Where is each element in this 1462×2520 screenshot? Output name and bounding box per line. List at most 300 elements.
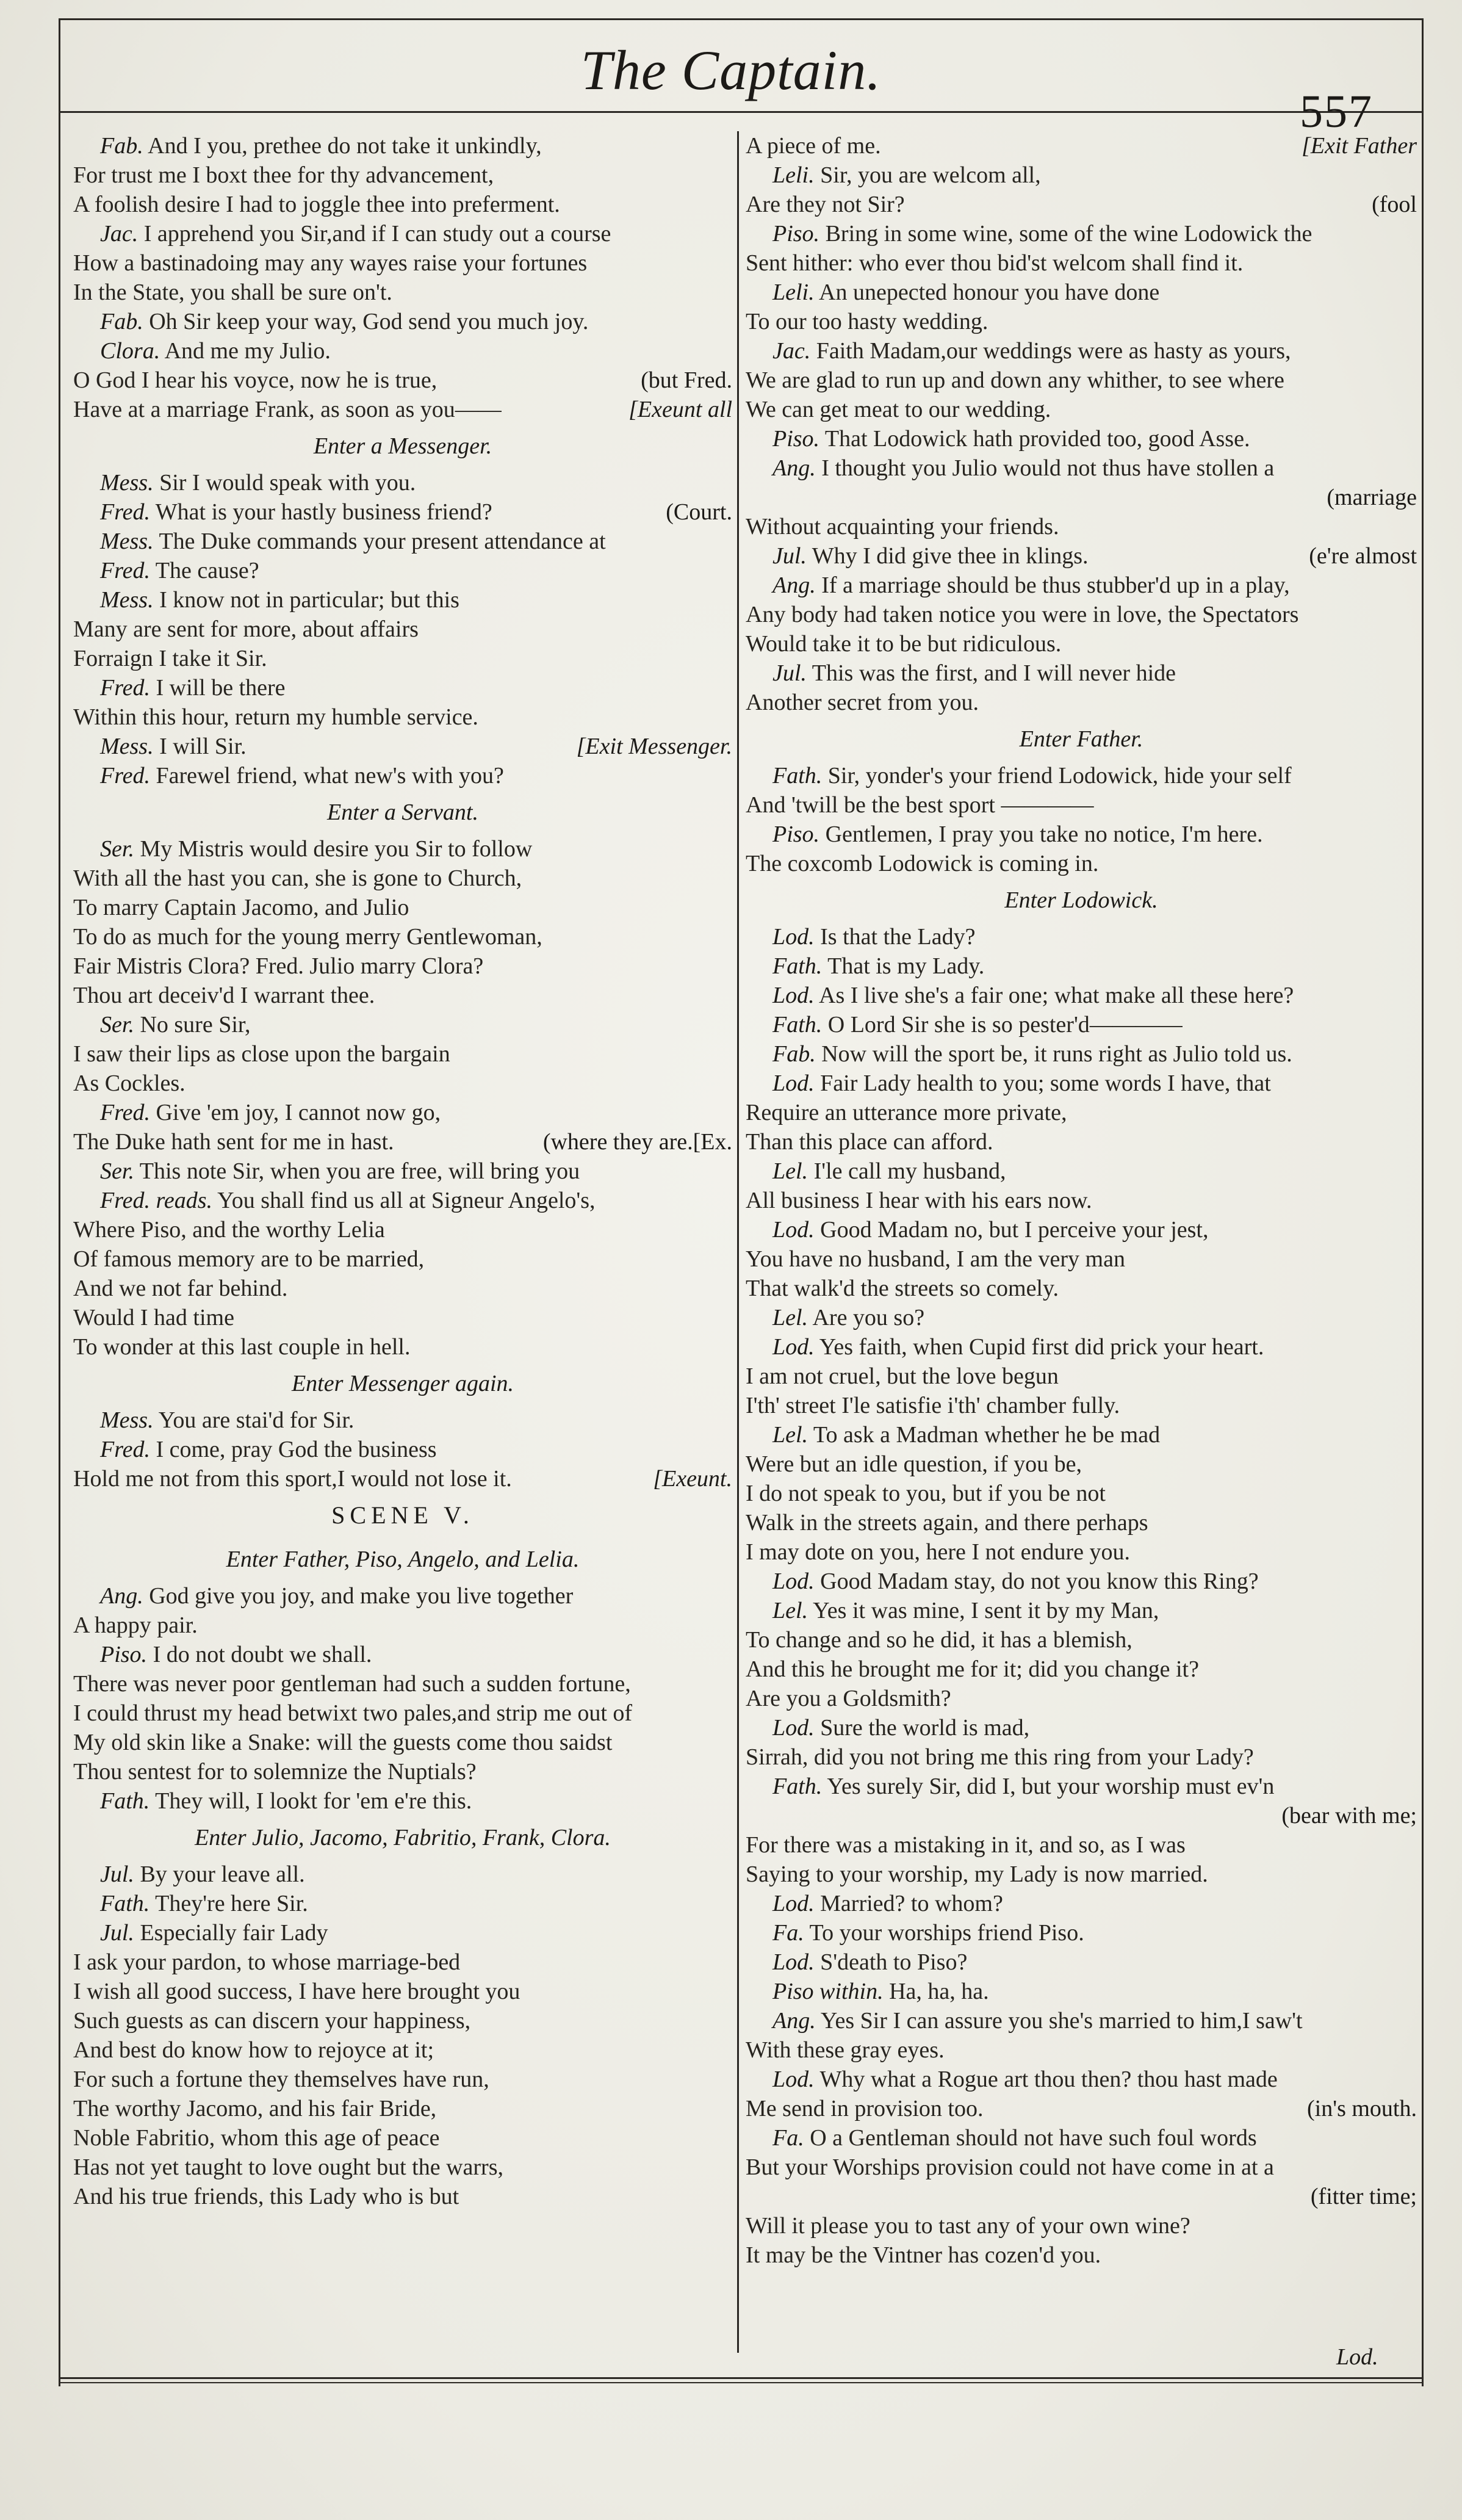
speaker-prefix: Fred. [100, 1437, 150, 1462]
line-text: An unepected honour you have done [819, 280, 1160, 305]
verse-line [746, 1127, 1417, 1157]
line-text: By your leave all. [140, 1861, 305, 1887]
line-text: That walk'd the streets so comely. [746, 1276, 1059, 1301]
verse-line [772, 541, 1417, 571]
verse-line [746, 131, 1417, 161]
line-text: You shall find us all at Signeur Angelo's, [217, 1188, 596, 1213]
verse-line [772, 1977, 1417, 2006]
line-text: Sent hither: who ever thou bid'st welcom shall find it. [746, 250, 1244, 276]
verse-line [746, 2211, 1417, 2240]
line-text: I do not doubt we shall. [153, 1642, 372, 1667]
line-text: To do as much for the young merry Gentlewoman, [73, 924, 542, 950]
speaker-prefix: Lod. [772, 1070, 815, 1096]
verse-line [772, 981, 1417, 1010]
speaker-prefix: Fa. [772, 2125, 804, 2151]
line-text: To change and so he did, it has a blemish, [746, 1627, 1133, 1653]
line-text: Would take it to be but ridiculous. [746, 631, 1062, 657]
verse-line [746, 1625, 1417, 1655]
speaker-prefix: Fab. [772, 1041, 816, 1067]
scene-heading: SCENE V. [331, 1501, 474, 1529]
verse-line [746, 2182, 1417, 2211]
verse-line [772, 2065, 1417, 2094]
turnover-fragment: (but Fred. [641, 367, 732, 393]
line-text: You have no husband, I am the very man [746, 1246, 1125, 1272]
verse-line [73, 1977, 732, 2006]
speaker-prefix: Fred. [100, 558, 150, 583]
verse-line [746, 629, 1417, 659]
verse-line [772, 761, 1417, 790]
line-text: And best do know how to rejoyce at it; [73, 2037, 434, 2063]
speaker-prefix: Jul. [100, 1861, 134, 1887]
speaker-prefix: Fa. [772, 1920, 804, 1946]
verse-line [772, 424, 1417, 453]
line-text: Within this hour, return my humble service. [73, 704, 478, 730]
verse-line [73, 1215, 732, 1244]
speaker-prefix: Piso within. [772, 1979, 884, 2004]
line-text: Would I had time [73, 1305, 234, 1330]
line-text: What is your hastly business friend? [155, 499, 492, 525]
verse-line [73, 2123, 732, 2153]
line-text: Of famous memory are to be married, [73, 1246, 425, 1272]
verse-line [73, 366, 732, 395]
line-text: Fair Mistris Clora? Fred. Julio marry Clora? [73, 953, 484, 979]
verse-line [746, 2240, 1417, 2270]
stage-direction: Enter Lodowick. [1004, 887, 1158, 913]
speaker-prefix: Fath. [772, 1774, 823, 1799]
speaker-prefix: Fred. [100, 499, 150, 525]
verse-line [772, 659, 1417, 688]
speaker-prefix: Lel. [772, 1158, 808, 1184]
verse-line [73, 2182, 732, 2211]
line-text: Saying to your worship, my Lady is now married. [746, 1861, 1208, 1887]
verse-line [73, 981, 732, 1010]
page-number: 557 [1300, 86, 1373, 137]
line-text: Yes Sir I can assure you she's married to him,I saw't [820, 2008, 1303, 2034]
verse-line [100, 556, 732, 585]
verse-line [73, 395, 732, 424]
verse-line [772, 219, 1417, 248]
verse-line [73, 190, 732, 219]
verse-line [772, 161, 1417, 190]
line-text: This note Sir, when you are free, will bring you [139, 1158, 580, 1184]
verse-line [73, 922, 732, 951]
verse-line [100, 1581, 732, 1611]
line-text: For such a fortune they themselves have run, [73, 2067, 489, 2092]
speaker-prefix: Leli. [772, 280, 815, 305]
line-text: O Lord Sir she is so pester'd———— [827, 1012, 1183, 1038]
line-text: Walk in the streets again, and there perhaps [746, 1510, 1148, 1536]
verse-line [73, 2153, 732, 2182]
speaker-prefix: Ang. [772, 572, 816, 598]
line-text: Without acquainting your friends. [746, 514, 1059, 540]
line-text: I'th' street I'le satisfie i'th' chamber fully. [746, 1393, 1120, 1418]
verse-line [100, 585, 732, 615]
exit-direction: [Exit Messenger. [576, 734, 732, 759]
verse-line [73, 1127, 732, 1157]
verse-line [100, 1918, 732, 1948]
line-text: Good Madam no, but I perceive your jest, [820, 1217, 1209, 1243]
verse-line [746, 688, 1417, 717]
verse-line [746, 1801, 1417, 1830]
verse-line [772, 1596, 1417, 1625]
turnover-fragment: (fitter time; [1310, 2184, 1417, 2209]
speaker-prefix: Fath. [772, 953, 823, 979]
line-text: Now will the sport be, it runs right as Julio told us. [821, 1041, 1292, 1067]
verse-line [746, 190, 1417, 219]
speaker-prefix: Jul. [772, 543, 807, 569]
turnover-fragment: (bear with me; [1281, 1803, 1417, 1829]
line-text: That Lodowick hath provided too, good Asse. [824, 426, 1250, 452]
line-text: I saw their lips as close upon the bargain [73, 1041, 450, 1067]
line-text: Ha, ha, ha. [889, 1979, 989, 2004]
verse-line [746, 790, 1417, 820]
line-text: Sure the world is mad, [820, 1715, 1030, 1741]
speaker-prefix: Jul. [772, 660, 807, 686]
speaker-prefix: Mess. [100, 734, 154, 759]
verse-line [73, 1303, 732, 1332]
line-text: That is my Lady. [827, 953, 985, 979]
line-text: Yes faith, when Cupid first did prick your heart. [819, 1334, 1264, 1360]
line-text: Faith Madam,our weddings were as hasty as yours, [816, 338, 1291, 364]
speaker-prefix: Lel. [772, 1598, 808, 1623]
verse-line [772, 278, 1417, 307]
line-text: And we not far behind. [73, 1276, 288, 1301]
line-text: Such guests as can discern your happiness, [73, 2008, 471, 2034]
verse-line [772, 453, 1417, 483]
speaker-prefix: Ser. [100, 1012, 134, 1038]
verse-line [772, 1069, 1417, 1098]
verse-line [73, 893, 732, 922]
verse-line [73, 1332, 732, 1362]
line-text: If a marriage should be thus stubber'd up in a play, [821, 572, 1290, 598]
line-text: Require an utterance more private, [746, 1100, 1067, 1125]
verse-line [772, 571, 1417, 600]
line-text: The worthy Jacomo, and his fair Bride, [73, 2096, 437, 2121]
line-text: Bring in some wine, some of the wine Lodowick the [825, 221, 1313, 247]
verse-line [746, 1098, 1417, 1127]
verse-line [100, 497, 732, 527]
verse-line [772, 922, 1417, 951]
frame-bottom-rule-inner [59, 2382, 1423, 2383]
line-text: The Duke commands your present attendance at [159, 529, 606, 554]
verse-line [772, 951, 1417, 981]
verse-line [772, 1889, 1417, 1918]
line-text: Sir, you are welcom all, [820, 162, 1041, 188]
speaker-prefix: Clora. [100, 338, 160, 364]
verse-line [746, 395, 1417, 424]
verse-line [772, 1772, 1417, 1801]
turnover-fragment: (marriage [1327, 485, 1417, 510]
verse-line [73, 161, 732, 190]
verse-line [746, 1537, 1417, 1567]
line-text: This was the first, and I will never hide [812, 660, 1176, 686]
line-text: Sir I would speak with you. [159, 470, 416, 496]
line-text: Where Piso, and the worthy Lelia [73, 1217, 385, 1243]
line-text: Why I did give thee in klings. [812, 543, 1089, 569]
line-text: There was never poor gentleman had such a sudden fortune, [73, 1671, 631, 1697]
verse-line [746, 849, 1417, 878]
speaker-prefix: Lel. [772, 1305, 808, 1330]
speaker-prefix: Ang. [772, 2008, 816, 2034]
line-text: Forraign I take it Sir. [73, 646, 267, 671]
column-divider [737, 131, 739, 2353]
verse-line [746, 2153, 1417, 2182]
verse-line [100, 1435, 732, 1464]
verse-line [746, 1244, 1417, 1274]
verse-line [100, 834, 732, 864]
line-text: You are stai'd for Sir. [158, 1407, 355, 1433]
verse-line [100, 1406, 732, 1435]
verse-line [772, 2006, 1417, 2035]
line-text: Fair Lady health to you; some words I have, that [820, 1070, 1271, 1096]
verse-line [772, 1157, 1417, 1186]
verse-line [100, 1157, 732, 1186]
line-text: Will it please you to tast any of your own wine? [746, 2213, 1190, 2239]
line-text: Thou art deceiv'd I warrant thee. [73, 983, 375, 1008]
speaker-prefix: Fred. reads. [100, 1188, 212, 1213]
verse-line [100, 336, 732, 366]
line-text: Yes it was mine, I sent it by my Man, [813, 1598, 1159, 1623]
stage-direction: Enter a Servant. [326, 800, 478, 825]
speaker-prefix: Fath. [772, 763, 823, 789]
verse-line [746, 1655, 1417, 1684]
line-text: I know not in particular; but this [159, 587, 459, 613]
verse-line [73, 702, 732, 732]
verse-line [772, 2123, 1417, 2153]
stage-direction: Enter Messenger again. [291, 1371, 514, 1396]
exit-direction: [Exeunt all [628, 397, 732, 422]
speaker-prefix: Lel. [772, 1422, 808, 1448]
line-text: It may be the Vintner has cozen'd you. [746, 2242, 1101, 2268]
verse-line [100, 1640, 732, 1669]
speaker-prefix: Fab. [100, 133, 143, 159]
turnover-fragment: (fool [1372, 192, 1417, 217]
line-text: I ask your pardon, to whose marriage-bed [73, 1949, 461, 1975]
speaker-prefix: Lod. [772, 983, 815, 1008]
line-text: I thought you Julio would not thus have stollen a [821, 455, 1275, 481]
line-text: In the State, you shall be sure on't. [73, 280, 392, 305]
line-text: All business I hear with his ears now. [746, 1188, 1092, 1213]
verse-line [746, 1860, 1417, 1889]
verse-line [746, 1684, 1417, 1713]
frame-top-rule [59, 18, 1423, 20]
line-text: We can get meat to our wedding. [746, 397, 1051, 422]
stage-direction: Enter a Messenger. [313, 433, 492, 459]
verse-line [746, 600, 1417, 629]
line-text: Hold me not from this sport,I would not lose it. [73, 1466, 512, 1492]
exit-direction: [Exeunt. [653, 1466, 732, 1492]
speaker-prefix: Ang. [100, 1583, 143, 1609]
speaker-prefix: Piso. [772, 426, 820, 452]
speaker-prefix: Lod. [772, 2067, 815, 2092]
speaker-prefix: Fath. [100, 1891, 150, 1916]
right-column [746, 131, 1417, 2270]
speaker-prefix: Ser. [100, 836, 134, 862]
speaker-prefix: Lod. [772, 1569, 815, 1594]
turnover-fragment: (where they are.[Ex. [542, 1129, 732, 1155]
header-rule [59, 111, 1423, 113]
line-text: I could thrust my head betwixt two pales,and strip me out of [73, 1700, 633, 1726]
verse-line [772, 1918, 1417, 1948]
verse-line [73, 1069, 732, 1098]
verse-line [100, 1010, 732, 1039]
line-text: I wish all good success, I have here brought you [73, 1979, 520, 2004]
line-text: And 'twill be the best sport ———— [746, 792, 1094, 818]
verse-line [73, 1757, 732, 1786]
speaker-prefix: Fath. [100, 1788, 150, 1814]
speaker-prefix: Lod. [772, 1217, 815, 1243]
verse-line [746, 366, 1417, 395]
line-text: S'death to Piso? [820, 1949, 968, 1975]
speaker-prefix: Lod. [772, 1334, 815, 1360]
line-text: I do not speak to you, but if you be not [746, 1481, 1106, 1506]
line-text: Married? to whom? [820, 1891, 1003, 1916]
verse-line [772, 1010, 1417, 1039]
line-text: Another secret from you. [746, 690, 979, 715]
turnover-fragment: (Court. [666, 499, 732, 525]
line-text: Noble Fabritio, whom this age of peace [73, 2125, 440, 2151]
verse-line [73, 278, 732, 307]
verse-line [100, 732, 732, 761]
speaker-prefix: Fred. [100, 763, 150, 789]
verse-line [73, 864, 732, 893]
speaker-prefix: Fath. [772, 1012, 823, 1038]
line-text: Farewel friend, what new's with you? [156, 763, 504, 789]
speaker-prefix: Jac. [772, 338, 811, 364]
line-text: And his true friends, this Lady who is but [73, 2184, 459, 2209]
verse-line [772, 336, 1417, 366]
line-text: I may dote on you, here I not endure you. [746, 1539, 1130, 1565]
line-text: Sirrah, did you not bring me this ring from your Lady? [746, 1744, 1254, 1770]
line-text: To ask a Madman whether he be mad [813, 1422, 1161, 1448]
verse-line [772, 1303, 1417, 1332]
line-text: With these gray eyes. [746, 2037, 945, 2063]
line-text: With all the hast you can, she is gone to Church, [73, 865, 522, 891]
verse-line [73, 1611, 732, 1640]
line-text: They're here Sir. [155, 1891, 308, 1916]
verse-line [746, 1186, 1417, 1215]
line-text: And this he brought me for it; did you change it? [746, 1656, 1199, 1682]
verse-line [746, 1450, 1417, 1479]
line-text: To our too hasty wedding. [746, 309, 988, 334]
line-text: Than this place can afford. [746, 1129, 993, 1155]
verse-line [73, 2035, 732, 2065]
verse-line [100, 1098, 732, 1127]
verse-line [746, 512, 1417, 541]
line-text: Are you a Goldsmith? [746, 1686, 951, 1711]
speaker-prefix: Fred. [100, 675, 150, 701]
line-text: The Duke hath sent for me in hast. [73, 1129, 394, 1155]
catchword: Lod. [1336, 2344, 1378, 2370]
verse-line [73, 1699, 732, 1728]
line-text: My Mistris would desire you Sir to follow [140, 836, 533, 862]
verse-line [746, 1362, 1417, 1391]
speaker-prefix: Ser. [100, 1158, 134, 1184]
left-column [73, 131, 732, 2211]
line-text: O a Gentleman should not have such foul words [810, 2125, 1257, 2151]
line-text: O God I hear his voyce, now he is true, [73, 367, 438, 393]
line-text: For trust me I boxt thee for thy advancement, [73, 162, 494, 188]
verse-line [772, 1039, 1417, 1069]
verse-line [772, 1420, 1417, 1450]
line-text: God give you joy, and make you live together [149, 1583, 574, 1609]
speaker-prefix: Jul. [100, 1920, 134, 1946]
line-text: I apprehend you Sir,and if I can study out a course [143, 221, 611, 247]
verse-line [746, 1274, 1417, 1303]
line-text: Why what a Rogue art thou then? thou hast made [819, 2067, 1278, 2092]
line-text: We are glad to run up and down any whither, to see where [746, 367, 1284, 393]
verse-line [100, 307, 732, 336]
verse-line [772, 1948, 1417, 1977]
line-text: Has not yet taught to love ought but the warrs, [73, 2154, 503, 2180]
line-text: For there was a mistaking in it, and so, as I was [746, 1832, 1186, 1858]
line-text: I'le call my husband, [813, 1158, 1006, 1184]
verse-line [746, 1391, 1417, 1420]
turnover-fragment: (e're almost [1309, 543, 1417, 569]
verse-line [100, 527, 732, 556]
line-text: A foolish desire I had to joggle thee into preferment. [73, 192, 560, 217]
speaker-prefix: Mess. [100, 470, 154, 496]
line-text: A piece of me. [746, 133, 881, 159]
verse-line [746, 1742, 1417, 1772]
stage-direction: Enter Julio, Jacomo, Fabritio, Frank, Clora. [195, 1825, 611, 1850]
verse-line [746, 2094, 1417, 2123]
verse-line [772, 1567, 1417, 1596]
line-text: Have at a marriage Frank, as soon as you—— [73, 397, 502, 422]
speaker-prefix: Ang. [772, 455, 816, 481]
verse-line [73, 951, 732, 981]
verse-line [73, 1669, 732, 1699]
verse-line [100, 468, 732, 497]
speaker-prefix: Fred. [100, 1100, 150, 1125]
turnover-fragment: (in's mouth. [1307, 2096, 1417, 2121]
line-text: Are they not Sir? [746, 192, 905, 217]
line-text: Especially fair Lady [140, 1920, 328, 1946]
line-text: The cause? [155, 558, 259, 583]
verse-line [746, 1479, 1417, 1508]
line-text: The coxcomb Lodowick is coming in. [746, 851, 1099, 876]
line-text: Give 'em joy, I cannot now go, [156, 1100, 441, 1125]
verse-line [73, 2065, 732, 2094]
line-text: Are you so? [812, 1305, 925, 1330]
verse-line [746, 1508, 1417, 1537]
speaker-prefix: Piso. [772, 821, 820, 847]
speaker-prefix: Piso. [772, 221, 820, 247]
line-text: How a bastinadoing may any wayes raise your fortunes [73, 250, 588, 276]
line-text: And me my Julio. [164, 338, 331, 364]
verse-line [746, 248, 1417, 278]
line-text: They will, I lookt for 'em e're this. [155, 1788, 472, 1814]
verse-line [73, 1039, 732, 1069]
line-text: To marry Captain Jacomo, and Julio [73, 895, 409, 920]
speaker-prefix: Leli. [772, 162, 815, 188]
running-title: The Captain. [580, 39, 882, 101]
speaker-prefix: Mess. [100, 587, 154, 613]
line-text: Thou sentest for to solemnize the Nuptials? [73, 1759, 477, 1785]
line-text: Many are sent for more, about affairs [73, 616, 419, 642]
line-text: Sir, yonder's your friend Lodowick, hide your self [827, 763, 1292, 789]
speaker-prefix: Piso. [100, 1642, 148, 1667]
verse-line [100, 1889, 732, 1918]
line-text: Gentlemen, I pray you take no notice, I'm here. [825, 821, 1263, 847]
line-text: To your worships friend Piso. [809, 1920, 1084, 1946]
speaker-prefix: Fab. [100, 309, 143, 334]
line-text: I come, pray God the business [156, 1437, 437, 1462]
line-text: Oh Sir keep your way, God send you much joy. [149, 309, 589, 334]
verse-line [746, 2035, 1417, 2065]
verse-line [100, 1786, 732, 1816]
verse-line [746, 307, 1417, 336]
